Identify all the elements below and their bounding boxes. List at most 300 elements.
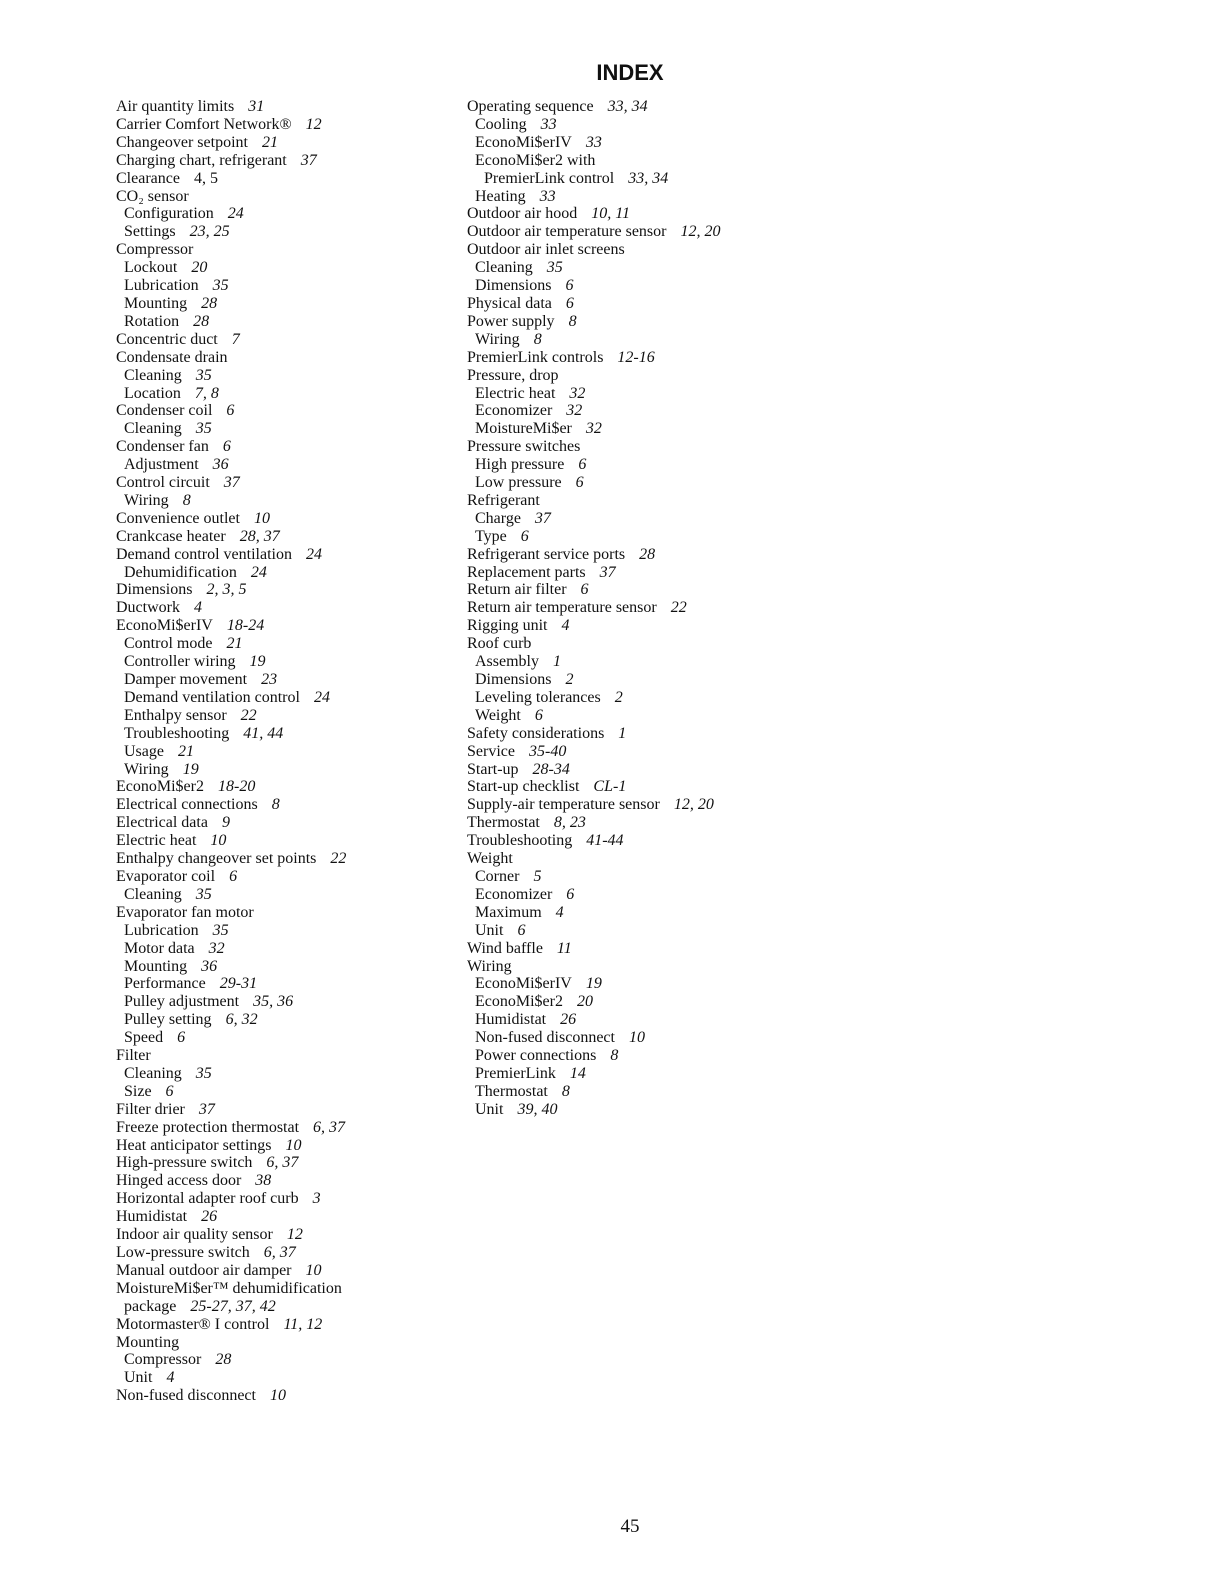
- index-term: Power supply: [467, 312, 555, 330]
- index-term: Humidistat: [116, 1208, 188, 1226]
- index-page-ref: 36: [212, 456, 229, 474]
- index-term: Carrier Comfort Network®: [116, 115, 292, 133]
- index-term: Dimensions: [116, 581, 193, 599]
- index-term: Dimensions: [475, 277, 552, 295]
- index-term: EconoMi$er2: [116, 778, 204, 796]
- index-term: PremierLink: [475, 1064, 556, 1082]
- index-entry: [467, 993, 827, 1011]
- index-term: Return air temperature sensor: [467, 599, 657, 617]
- index-term: Thermostat: [467, 814, 540, 832]
- index-page-ref: 35: [195, 420, 212, 438]
- index-term: Compressor: [116, 241, 194, 259]
- index-page-ref: 10: [285, 1136, 302, 1154]
- index-entry: [116, 1244, 456, 1262]
- index-entry: [467, 832, 827, 850]
- index-term: Pulley adjustment: [124, 993, 240, 1011]
- index-term: Start-up checklist: [467, 778, 580, 796]
- index-page-ref: 6, 37: [263, 1244, 296, 1261]
- index-term: Enthalpy sensor: [124, 706, 227, 724]
- index-term: Compressor: [124, 1351, 202, 1369]
- index-entry: [116, 474, 456, 492]
- index-entry: [116, 438, 456, 456]
- index-page-ref: 4: [193, 599, 202, 617]
- index-entry: [467, 188, 827, 206]
- index-term: Outdoor air hood: [467, 205, 578, 223]
- index-entry: [116, 635, 456, 653]
- index-entry: [467, 492, 827, 510]
- index-entry: [116, 904, 456, 922]
- index-term: Replacement parts: [467, 563, 586, 581]
- index-term: Manual outdoor air damper: [116, 1261, 292, 1279]
- index-entry: [116, 367, 456, 385]
- index-term: Lubrication: [124, 277, 199, 295]
- index-page-ref: 35-40: [528, 742, 567, 760]
- index-page-ref: 12: [305, 115, 322, 133]
- index-term: Cleaning: [124, 885, 182, 903]
- index-entry: [467, 850, 827, 868]
- index-page-ref: 19: [585, 975, 602, 993]
- index-term: Wiring: [467, 957, 512, 975]
- index-entry: [467, 438, 827, 456]
- index-term: MoistureMi$er™ dehumidification: [116, 1279, 342, 1297]
- index-page-ref: 12, 20: [680, 223, 721, 241]
- index-page-ref: 1: [618, 724, 627, 742]
- index-entry: [116, 241, 456, 259]
- index-entry: [116, 188, 456, 206]
- index-page-ref: 1: [553, 653, 561, 671]
- index-page-ref: 4, 5: [193, 169, 218, 187]
- index-page-ref: 12: [286, 1226, 303, 1244]
- index-page-ref: 6: [165, 1082, 174, 1100]
- index-entry: [116, 1262, 456, 1280]
- index-page-ref: 10: [628, 1029, 645, 1047]
- index-entry: [467, 456, 827, 474]
- index-entry: [116, 1208, 456, 1226]
- index-entry: [116, 778, 456, 796]
- index-entry: [467, 1011, 827, 1029]
- index-term: PremierLink control: [484, 169, 615, 187]
- index-page-ref: 33, 34: [628, 169, 669, 187]
- index-term: Assembly: [475, 653, 539, 671]
- index-term: High-pressure switch: [116, 1154, 253, 1172]
- index-page-ref: 36: [201, 957, 218, 975]
- index-entry: [116, 1316, 456, 1334]
- index-term: Refrigerant: [467, 491, 540, 509]
- index-page-ref: 5: [533, 867, 542, 885]
- index-entry: [467, 313, 827, 331]
- index-entry: [116, 922, 456, 940]
- index-term: Troubleshooting: [467, 832, 573, 850]
- index-term: CO₂ sensor: [116, 187, 189, 205]
- index-page-ref: 12-16: [617, 348, 655, 366]
- index-page-ref: 28: [639, 545, 656, 563]
- index-page-ref: 41, 44: [243, 724, 284, 742]
- index-term: Leveling tolerances: [475, 688, 601, 706]
- index-entry: [467, 581, 827, 599]
- index-entry: [116, 832, 456, 850]
- index-entry: [467, 922, 827, 940]
- index-entry: [467, 205, 827, 223]
- index-page-ref: 8: [568, 312, 577, 330]
- index-page-ref: 20: [191, 259, 208, 277]
- index-entry: [467, 98, 827, 116]
- index-term: Performance: [124, 975, 206, 993]
- index-entry: [116, 1369, 456, 1387]
- index-page-ref: 18-20: [217, 778, 256, 796]
- index-term: Adjustment: [124, 456, 199, 474]
- index-page-ref: 32: [208, 939, 225, 957]
- index-term: Humidistat: [475, 1011, 547, 1029]
- index-page-ref: 6: [222, 438, 231, 456]
- index-term: Unit: [124, 1369, 153, 1387]
- index-page-ref: 37: [198, 1100, 215, 1118]
- index-term: Lockout: [124, 259, 178, 277]
- index-entry: [467, 259, 827, 277]
- index-page-ref: 6: [229, 867, 238, 885]
- index-page-ref: 4: [555, 903, 564, 921]
- index-entry: [116, 546, 456, 564]
- index-entry: [467, 1065, 827, 1083]
- index-entry: [467, 546, 827, 564]
- index-page-ref: 32: [585, 420, 602, 438]
- index-page-ref: 4: [166, 1369, 175, 1387]
- index-entry: [116, 1387, 456, 1405]
- index-page-ref: 22: [670, 599, 687, 617]
- index-entry: [116, 707, 456, 725]
- index-page-ref: 3: [312, 1190, 321, 1208]
- index-term: Condenser coil: [116, 402, 213, 420]
- page-number: 45: [620, 1516, 640, 1537]
- index-entry: [116, 116, 456, 134]
- index-page-ref: 24: [250, 563, 267, 581]
- index-term: Low-pressure switch: [116, 1244, 250, 1261]
- index-page-ref: 37: [223, 474, 240, 492]
- index-page-ref: 10: [210, 832, 227, 850]
- index-page-ref: 21: [261, 133, 278, 151]
- index-page-ref: 11: [556, 939, 572, 957]
- index-entry: [116, 277, 456, 295]
- index-page-ref: 28-34: [532, 760, 570, 778]
- index-entry: [116, 1119, 456, 1137]
- index-term: Cleaning: [124, 420, 182, 438]
- index-page-ref: 6: [177, 1029, 186, 1047]
- index-entry: [467, 958, 827, 976]
- index-page-ref: 35: [546, 259, 563, 277]
- index-term: Convenience outlet: [116, 509, 240, 527]
- index-page-ref: 2: [565, 671, 574, 688]
- index-entry: [467, 940, 827, 958]
- index-entry: [116, 1029, 456, 1047]
- index-term: Return air filter: [467, 581, 567, 599]
- index-term: Settings: [124, 223, 176, 241]
- index-entry: [116, 492, 456, 510]
- index-term: EconoMi$er2: [475, 993, 563, 1011]
- index-page-ref: 6: [534, 706, 543, 724]
- index-entry: [467, 331, 827, 349]
- index-entry: [116, 689, 456, 707]
- index-page-ref: 26: [560, 1011, 577, 1029]
- index-term: EconoMi$er2 with: [475, 151, 596, 169]
- index-entry: [116, 528, 456, 546]
- index-term: EconoMi$erIV: [475, 975, 572, 993]
- index-entry: [116, 617, 456, 635]
- index-entry: [467, 241, 827, 259]
- index-term: Wind baffle: [467, 939, 543, 957]
- index-entry: [116, 993, 456, 1011]
- index-entry: [467, 474, 827, 492]
- index-page-ref: 6: [565, 294, 574, 312]
- index-entry: [116, 349, 456, 367]
- index-term: Weight: [475, 706, 521, 724]
- index-entry: [467, 796, 827, 814]
- index-term: Electrical data: [116, 814, 208, 832]
- index-term: Lubrication: [124, 921, 199, 939]
- index-term: Horizontal adapter roof curb: [116, 1190, 299, 1208]
- index-term: Motormaster® I control: [116, 1315, 270, 1333]
- index-term: Speed: [124, 1029, 164, 1047]
- index-page-ref: 19: [182, 760, 199, 778]
- index-term: Evaporator coil: [116, 867, 216, 885]
- index-term: Outdoor air temperature sensor: [467, 223, 667, 241]
- index-term: Roof curb: [467, 635, 532, 653]
- index-page-ref: 14: [569, 1064, 586, 1082]
- index-term: Hinged access door: [116, 1172, 242, 1190]
- index-term: Operating sequence: [467, 98, 594, 115]
- index-entry: [467, 743, 827, 761]
- index-page-ref: 28: [215, 1351, 232, 1369]
- index-page-ref: 7: [231, 330, 240, 348]
- index-term: Damper movement: [124, 671, 248, 688]
- index-entry: [116, 868, 456, 886]
- index-term: Condenser fan: [116, 438, 209, 456]
- index-entry: [467, 975, 827, 993]
- index-term: Start-up: [467, 760, 519, 778]
- index-page-ref: 6: [517, 921, 526, 939]
- index-term: Weight: [467, 850, 513, 868]
- index-term: Control circuit: [116, 474, 210, 492]
- index-page-ref: 2: [614, 688, 623, 706]
- index-term: Charge: [475, 509, 521, 527]
- index-term: Heating: [475, 187, 526, 205]
- index-entry: [116, 510, 456, 528]
- index-entry: [467, 528, 827, 546]
- index-term: Non-fused disconnect: [475, 1029, 615, 1047]
- index-page-ref: 6, 37: [266, 1154, 299, 1172]
- index-term: Cleaning: [124, 366, 182, 384]
- index-term: High pressure: [475, 456, 565, 474]
- index-term: Concentric duct: [116, 330, 218, 348]
- index-entry: [467, 1083, 827, 1101]
- index-entry: [116, 420, 456, 438]
- index-term: Clearance: [116, 169, 180, 187]
- index-entry: [116, 152, 456, 170]
- index-page-ref: 6: [565, 277, 574, 295]
- index-term: Ductwork: [116, 599, 180, 617]
- index-entry: [116, 313, 456, 331]
- index-page-ref: 37: [534, 509, 551, 527]
- index-term: Demand ventilation control: [124, 688, 300, 706]
- index-page-ref: 6: [575, 474, 584, 492]
- index-page-ref: 29-31: [219, 975, 258, 993]
- index-entry: [116, 205, 456, 223]
- index-term: Pulley setting: [124, 1011, 212, 1029]
- index-page-ref: 19: [249, 653, 266, 671]
- index-page-ref: 26: [201, 1208, 218, 1226]
- index-entry: [116, 1137, 456, 1155]
- index-term: Control mode: [124, 635, 213, 653]
- index-entry: [116, 1154, 456, 1172]
- index-page-ref: 28: [201, 294, 218, 312]
- index-page-ref: 32: [569, 384, 586, 402]
- index-page-ref: 23: [261, 671, 278, 688]
- index-term: Cleaning: [124, 1064, 182, 1082]
- index-term: Enthalpy changeover set points: [116, 850, 317, 868]
- index-entry: [467, 402, 827, 420]
- index-entry: [467, 420, 827, 438]
- index-entry: [116, 295, 456, 313]
- index-entry: [116, 564, 456, 582]
- index-page-ref: 10: [269, 1387, 286, 1405]
- index-term: Electric heat: [475, 384, 556, 402]
- index-entry: [116, 331, 456, 349]
- index-term: Mounting: [124, 294, 188, 312]
- index-term: Dehumidification: [124, 563, 237, 581]
- index-entry: [467, 1047, 827, 1065]
- index-entry: [116, 402, 456, 420]
- index-entry: [467, 349, 827, 367]
- index-page-ref: 6: [520, 527, 529, 545]
- index-entry: [116, 743, 456, 761]
- index-entry: [467, 886, 827, 904]
- index-page-ref: 7, 8: [194, 384, 219, 402]
- index-term: Outdoor air inlet screens: [467, 241, 625, 259]
- index-term: Filter drier: [116, 1100, 185, 1118]
- index-entry: [467, 635, 827, 653]
- index-page-ref: 8: [561, 1082, 570, 1100]
- index-entry: [116, 1190, 456, 1208]
- index-entry: [116, 975, 456, 993]
- index-entry: [467, 671, 827, 689]
- index-page-ref: 39, 40: [517, 1100, 558, 1118]
- index-term: Supply-air temperature sensor: [467, 796, 660, 814]
- index-entry: [467, 707, 827, 725]
- index-term: Condensate drain: [116, 348, 228, 366]
- index-term: Changeover setpoint: [116, 133, 248, 151]
- index-entry: [116, 1047, 456, 1065]
- index-term: Power connections: [475, 1047, 597, 1065]
- index-entry: [116, 1011, 456, 1029]
- index-term: Electric heat: [116, 832, 197, 850]
- index-entry: [116, 1351, 456, 1369]
- index-page-ref: 24: [305, 545, 322, 563]
- index-column-right: [467, 98, 827, 1119]
- index-term: Charging chart, refrigerant: [116, 151, 287, 169]
- index-entry: [467, 761, 827, 779]
- index-entry: [116, 170, 456, 188]
- index-term: Wiring: [124, 760, 169, 778]
- index-entry: [116, 653, 456, 671]
- index-term: Safety considerations: [467, 724, 605, 742]
- index-page-ref: 33: [539, 187, 556, 205]
- index-entry: [467, 617, 827, 635]
- index-term: Rotation: [124, 312, 180, 330]
- index-page-ref: 23, 25: [189, 223, 230, 241]
- index-term: Unit: [475, 1100, 504, 1118]
- index-page-ref: 22: [330, 850, 347, 868]
- index-page-ref: 6: [226, 402, 235, 420]
- index-page-ref: 6: [566, 885, 575, 903]
- index-page-ref: 24: [313, 688, 330, 706]
- index-entry: [116, 259, 456, 277]
- index-entry: [116, 599, 456, 617]
- index-term: Freeze protection thermostat: [116, 1118, 300, 1136]
- index-entry: [116, 385, 456, 403]
- index-page-ref: 21: [177, 742, 194, 760]
- index-page-ref: 10: [253, 509, 270, 527]
- index-entry: [467, 599, 827, 617]
- index-page-ref: 12, 20: [673, 796, 714, 814]
- index-entry: [116, 1101, 456, 1119]
- index-term: Service: [467, 742, 515, 760]
- index-entry: [467, 689, 827, 707]
- index-term: Mounting: [116, 1333, 180, 1351]
- index-term: Wiring: [475, 330, 520, 348]
- index-term: Economizer: [475, 885, 553, 903]
- index-page-ref: 22: [240, 706, 257, 724]
- index-entry: [116, 223, 456, 241]
- index-entry: [116, 581, 456, 599]
- index-entry: [467, 223, 827, 241]
- index-entry: [116, 796, 456, 814]
- index-entry: [467, 904, 827, 922]
- index-entry: [467, 564, 827, 582]
- index-entry: [467, 367, 827, 385]
- index-page-ref: 8: [533, 330, 542, 348]
- index-entry: [116, 940, 456, 958]
- index-term: Low pressure: [475, 474, 562, 492]
- index-term: Size: [124, 1082, 152, 1100]
- index-page-ref: 2, 3, 5: [206, 581, 247, 599]
- index-term: Indoor air quality sensor: [116, 1226, 273, 1244]
- index-entry: [116, 850, 456, 868]
- index-entry: [116, 671, 456, 689]
- index-page-ref: 24: [227, 205, 244, 223]
- index-page-ref: 21: [226, 635, 243, 653]
- index-page-ref: 25-27, 37, 42: [190, 1297, 276, 1315]
- index-page-ref: 33, 34: [607, 98, 648, 115]
- index-term: Maximum: [475, 903, 542, 921]
- index-page-ref: 20: [576, 993, 593, 1011]
- index-entry: [116, 1280, 456, 1298]
- index-entry: [467, 1101, 827, 1119]
- index-term: Cooling: [475, 115, 527, 133]
- index-entry: [467, 868, 827, 886]
- index-term: Refrigerant service ports: [467, 545, 626, 563]
- index-term: Unit: [475, 921, 504, 939]
- index-term: Air quantity limits: [116, 98, 235, 115]
- index-page-ref: 33: [585, 133, 602, 151]
- index-term: Wiring: [124, 491, 169, 509]
- index-term: Mounting: [124, 957, 188, 975]
- index-entry: [467, 385, 827, 403]
- index-term: Heat anticipator settings: [116, 1136, 272, 1154]
- index-page-ref: 9: [221, 814, 230, 832]
- index-page-ref: 10, 11: [591, 205, 631, 223]
- index-entry: [116, 134, 456, 152]
- index-term: Thermostat: [475, 1082, 548, 1100]
- index-entry: [116, 1172, 456, 1190]
- index-term: package: [124, 1297, 177, 1315]
